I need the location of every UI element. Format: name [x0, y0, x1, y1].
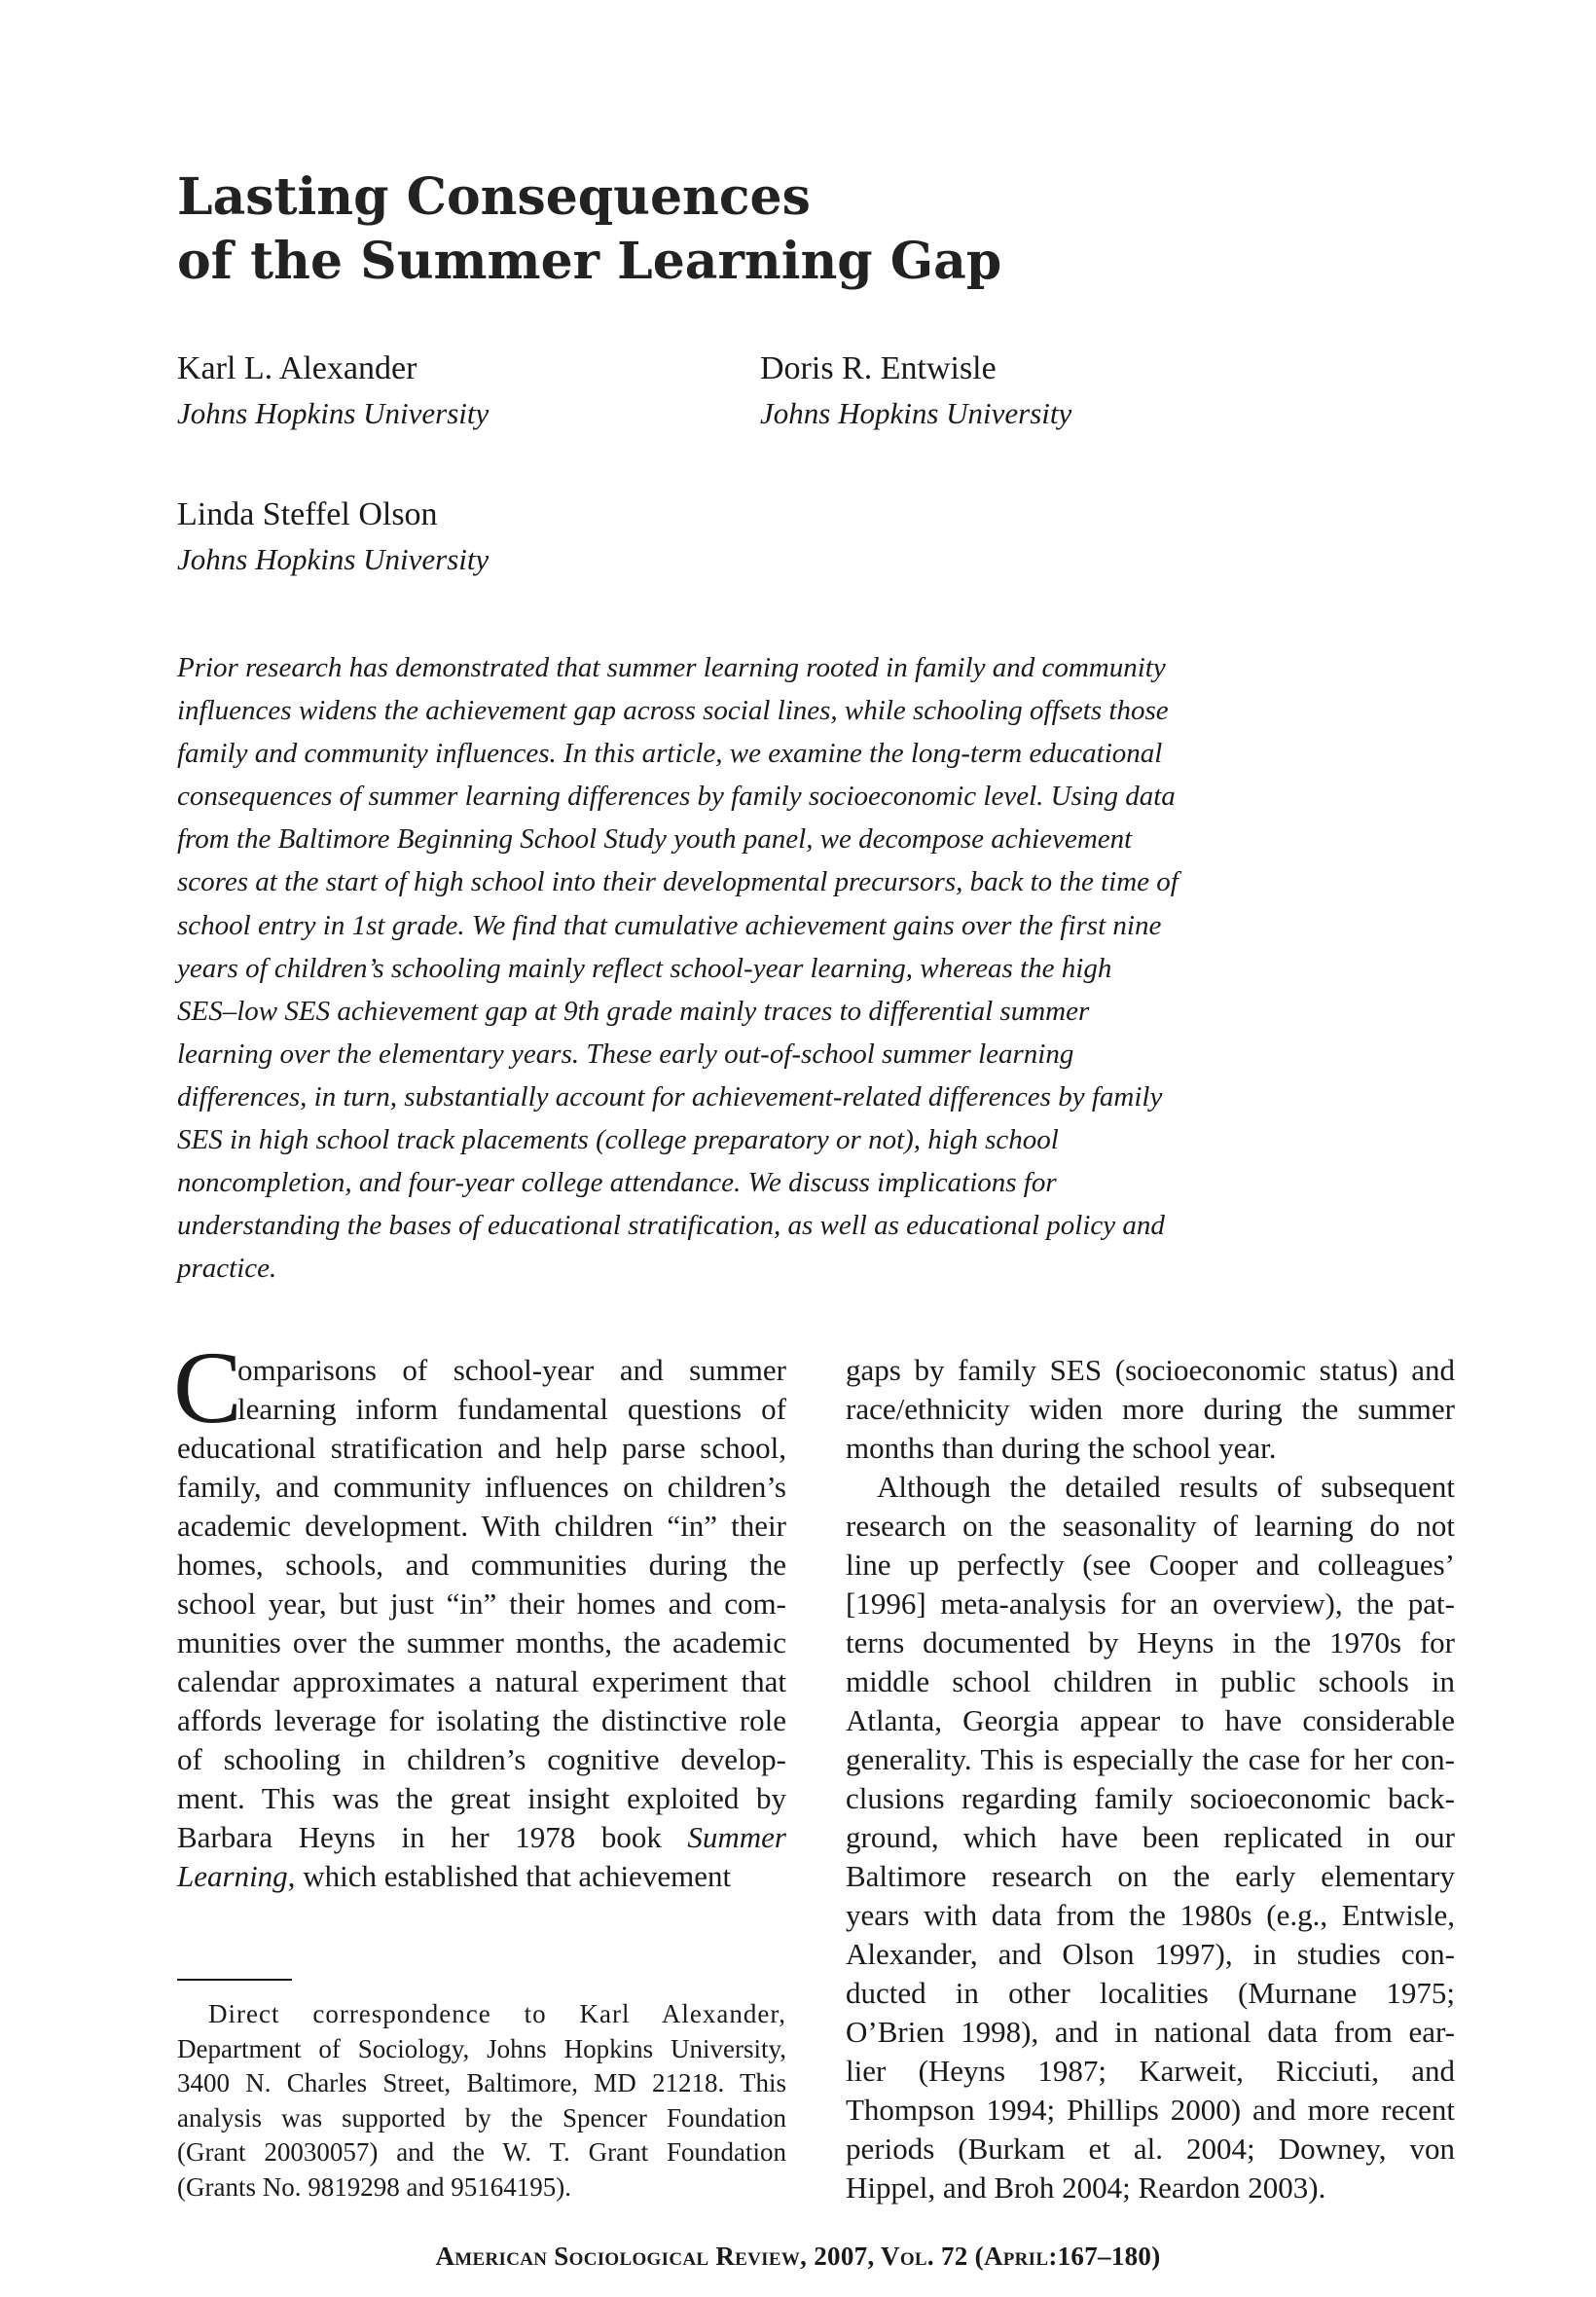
body-line: line up perfectly (see Cooper and colleagues’ — [846, 1548, 1455, 1582]
body-text: Barbara Heyns in her 1978 book — [177, 1820, 688, 1854]
body-line: omparisons of school-year and summer — [237, 1353, 786, 1387]
body-line: educational stratification and help parse school, — [177, 1431, 786, 1465]
body-text: which established that achievement — [303, 1859, 732, 1893]
body-line: Although the detailed results of subsequent — [877, 1470, 1455, 1504]
author-name: Doris R. Entwisle — [760, 350, 997, 386]
footnote-line: (Grants No. 9819298 and 95164195). — [177, 2171, 571, 2202]
abstract — [177, 646, 1306, 1290]
body-line: years with data from the 1980s (e.g., Entwisle, — [846, 1898, 1455, 1932]
footnote-line: Department of Sociology, Johns Hopkins University, — [177, 2033, 786, 2063]
body-line: munities over the summer months, the academic — [177, 1625, 786, 1659]
book-title: Learning, — [177, 1859, 304, 1893]
author-affiliation: Johns Hopkins University — [177, 396, 490, 430]
footnote-line: (Grant 20030057) and the W. T. Grant Foundation — [177, 2137, 786, 2167]
drop-cap: C — [173, 1331, 242, 1444]
body-line: gaps by family SES (socioeconomic status) and — [846, 1353, 1455, 1387]
body-line: terns documented by Heyns in the 1970s for — [846, 1625, 1455, 1659]
abstract-line: differences, in turn, substantially account for achievement-related differences by family — [177, 1080, 1163, 1112]
author-affiliation: Johns Hopkins University — [760, 396, 1072, 430]
body-line: middle school children in public schools in — [846, 1664, 1455, 1698]
body-line: homes, schools, and communities during the — [177, 1548, 786, 1582]
abstract-line: SES in high school track placements (college preparatory or not), high school — [177, 1124, 1059, 1156]
author-name: Karl L. Alexander — [177, 350, 417, 386]
abstract-line: Prior research has demonstrated that summer learning rooted in family and community — [177, 652, 1166, 683]
footnote-divider — [177, 1979, 292, 1981]
article-title — [177, 165, 1001, 294]
body-line: research on the seasonality of learning do not — [846, 1509, 1455, 1543]
body-line: generality. This is especially the case for her con- — [846, 1742, 1455, 1776]
abstract-line: practice. — [177, 1253, 277, 1285]
abstract-line: understanding the bases of educational stratification, as well as educational policy and — [177, 1210, 1165, 1242]
abstract-line: from the Baltimore Beginning School Study youth panel, we decompose achievement — [177, 823, 1133, 856]
body-line: lier (Heyns 1987; Karweit, Ricciuti, and — [846, 2054, 1455, 2088]
abstract-line: years of children’s schooling mainly reflect school-year learning, whereas the high — [177, 952, 1112, 984]
body-line: of schooling in children’s cognitive develop- — [177, 1742, 786, 1776]
body-line: ducted in other localities (Murnane 1975; — [846, 1976, 1455, 2010]
body-line: Atlanta, Georgia appear to have considerable — [846, 1703, 1455, 1737]
footnote-line: Direct correspondence to Karl Alexander, — [208, 1999, 786, 2028]
body-line: clusions regarding family socioeconomic back- — [846, 1781, 1455, 1815]
body-line: calendar approximates a natural experiment that — [177, 1664, 786, 1698]
author-block — [177, 346, 489, 436]
author-name: Linda Steffel Olson — [177, 496, 438, 532]
footnote-line: 3400 N. Charles Street, Baltimore, MD 21218. This — [177, 2068, 786, 2097]
author-block — [760, 346, 1071, 436]
body-line: ment. This was the great insight exploited by — [177, 1781, 786, 1815]
abstract-line: scores at the start of high school into their developmental precursors, back to the time of — [177, 866, 1179, 898]
body-line — [177, 1857, 786, 1896]
body-line: race/ethnicity widen more during the summer — [846, 1392, 1455, 1426]
abstract-line: influences widens the achievement gap across social lines, while schooling offsets those — [177, 695, 1169, 727]
body-line: O’Brien 1998), and in national data from ear- — [846, 2015, 1455, 2049]
footnote-line: analysis was supported by the Spencer Foundation — [177, 2102, 786, 2133]
book-title: Summer — [687, 1820, 786, 1854]
abstract-line: school entry in 1st grade. We find that cumulative achievement gains over the first nine — [177, 909, 1162, 941]
body-line: affords leverage for isolating the distinctive role — [177, 1703, 786, 1737]
footnote — [177, 1997, 786, 2205]
journal-citation-footer: American Sociological Review, 2007, Vol. 72 (April:167–180) — [435, 2242, 1161, 2271]
body-line: Hippel, and Broh 2004; Reardon 2003). — [846, 2170, 1326, 2205]
author-affiliation: Johns Hopkins University — [177, 542, 490, 576]
author-block — [177, 492, 489, 582]
abstract-line: noncompletion, and four-year college attendance. We discuss implications for — [177, 1167, 1057, 1199]
body-line: [1996] meta-analysis for an overview), the pat- — [846, 1586, 1455, 1621]
body-line: Alexander, and Olson 1997), in studies con- — [846, 1937, 1455, 1971]
body-line: learning inform fundamental questions of — [237, 1392, 786, 1426]
body-column-left — [177, 1351, 786, 1896]
body-column-right — [846, 1351, 1455, 2207]
body-line: school year, but just “in” their homes and com- — [177, 1586, 786, 1621]
body-line: Thompson 1994; Phillips 2000) and more recent — [846, 2093, 1455, 2127]
title-line: of the Summer Learning Gap — [177, 232, 1002, 291]
body-line: Baltimore research on the early elementary — [846, 1859, 1455, 1893]
body-line: periods (Burkam et al. 2004; Downey, von — [846, 2132, 1455, 2166]
abstract-line: family and community influences. In this article, we examine the long-term educational — [177, 738, 1163, 770]
abstract-line: SES–low SES achievement gap at 9th grade mainly traces to differential summer — [177, 995, 1090, 1027]
title-line: Lasting Consequences — [177, 167, 811, 227]
body-line — [177, 1818, 786, 1857]
abstract-line: consequences of summer learning differences by family socioeconomic level. Using data — [177, 781, 1176, 813]
body-line: academic development. With children “in” their — [177, 1509, 786, 1543]
abstract-line: learning over the elementary years. These early out-of-school summer learning — [177, 1038, 1074, 1070]
body-line: family, and community influences on children’s — [177, 1470, 786, 1504]
body-line: ground, which have been replicated in our — [846, 1820, 1455, 1854]
body-line: months than during the school year. — [846, 1431, 1277, 1465]
